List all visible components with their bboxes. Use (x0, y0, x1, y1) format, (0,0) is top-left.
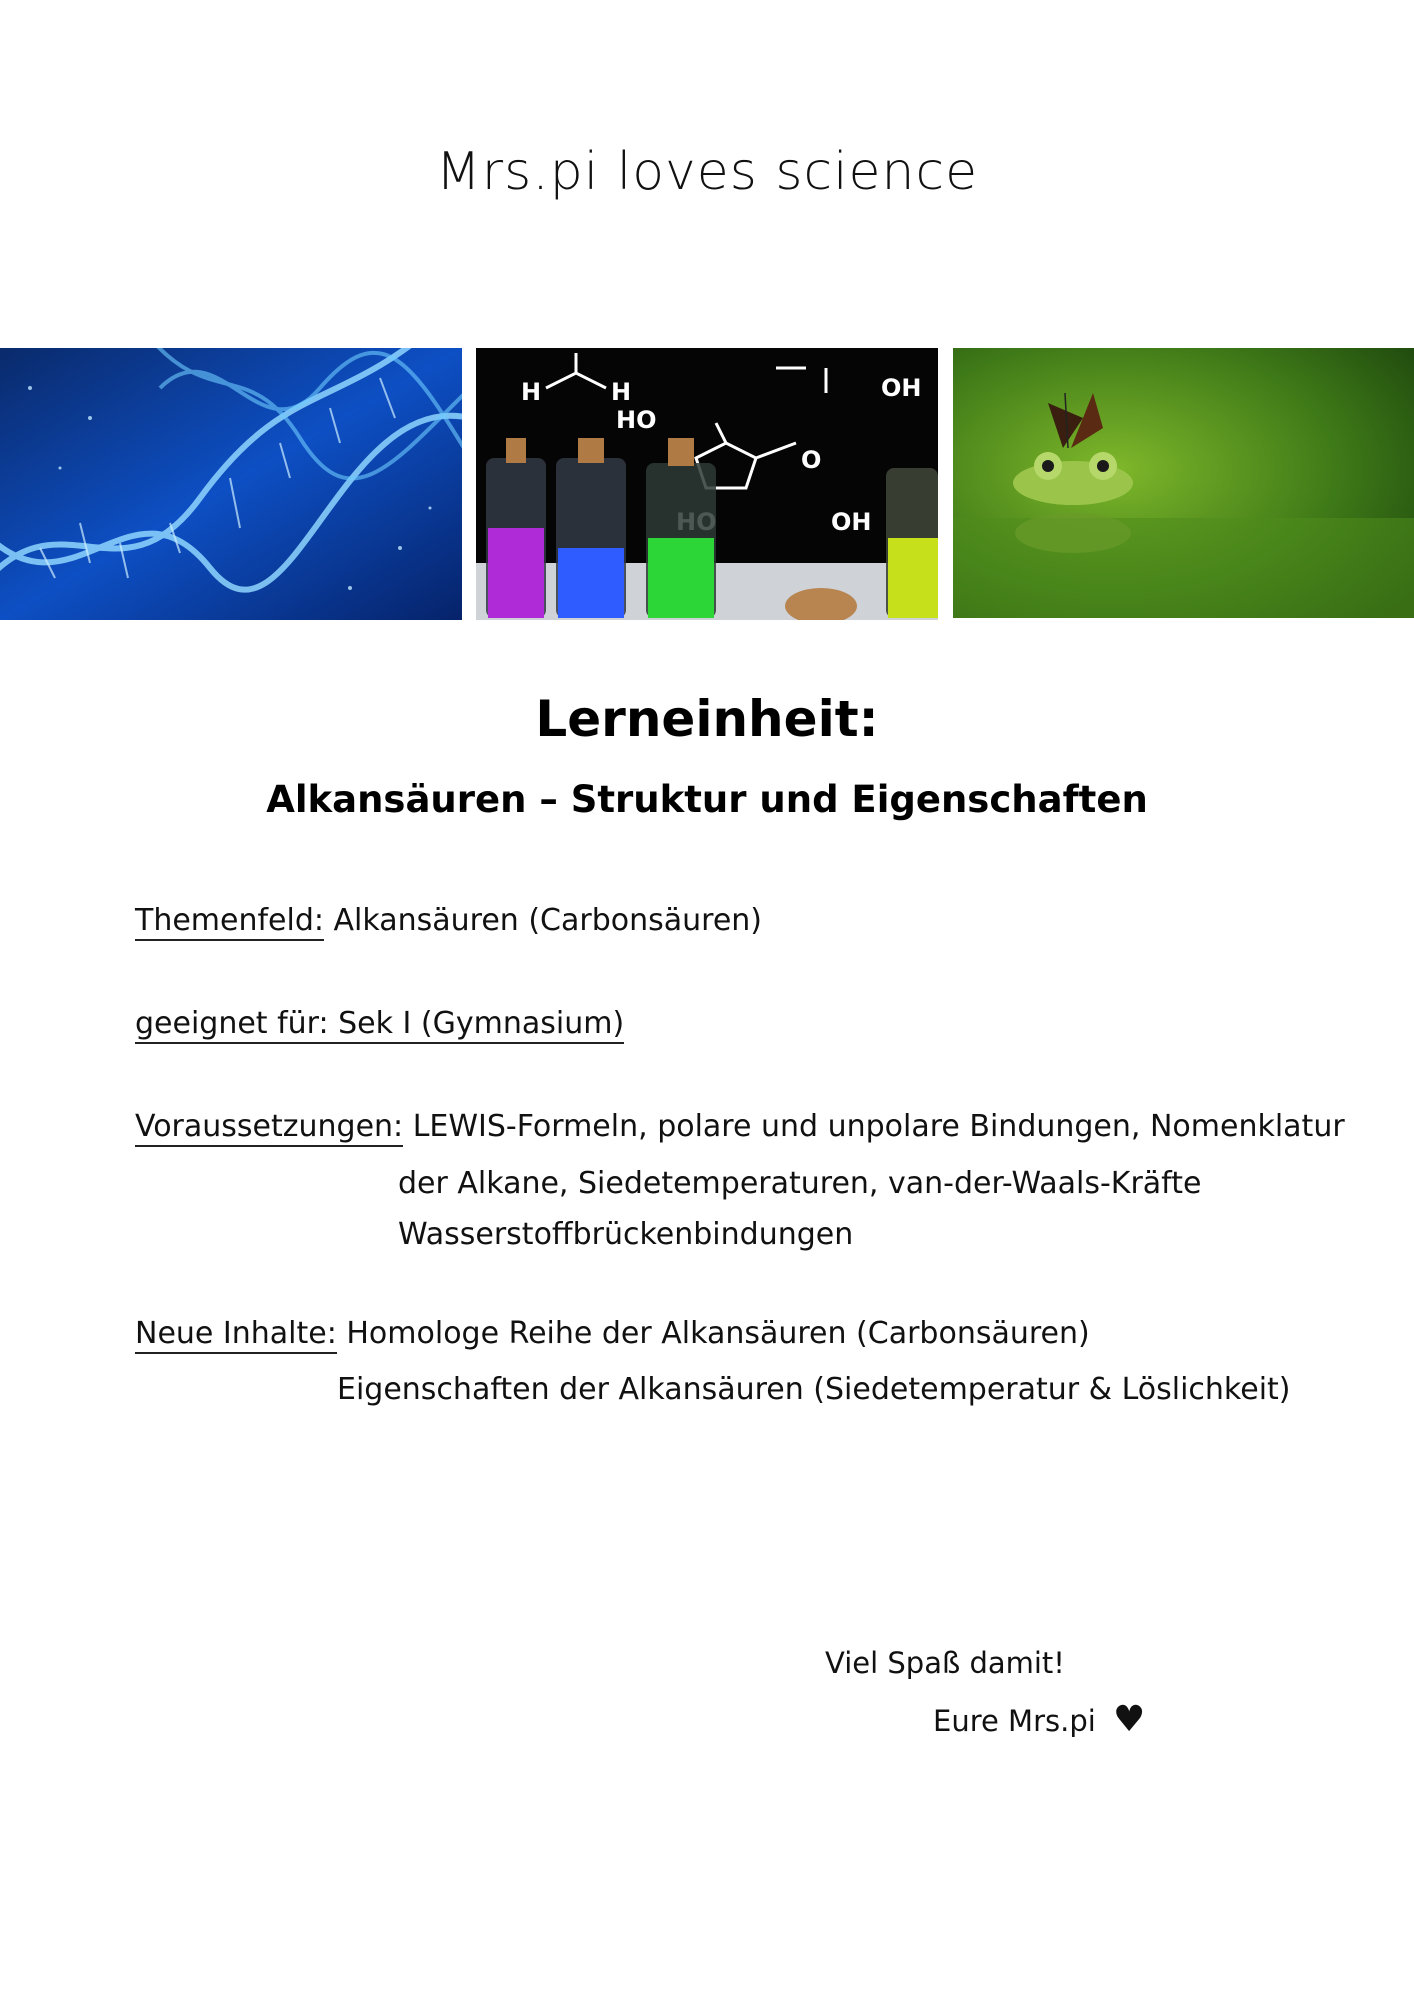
voraussetzungen-label: Voraussetzungen: (135, 1109, 403, 1147)
site-title: Mrs.pi loves science (435, 142, 979, 202)
signature-text: Eure Mrs.pi (933, 1704, 1096, 1738)
info-themenfeld (135, 895, 762, 947)
unit-subtitle: Alkansäuren – Struktur und Eigenschaften (266, 778, 1148, 821)
chemistry-bottles-image (476, 348, 938, 620)
neue-inhalte-label: Neue Inhalte: (135, 1316, 337, 1354)
info-neue-inhalte (135, 1308, 1090, 1360)
unit-title: Lerneinheit: (535, 690, 879, 748)
voraussetzungen-line-2: der Alkane, Siedetemperaturen, van-der-Waals-Kräfte (398, 1166, 1202, 1201)
geeignet-text: geeignet für: Sek I (Gymnasium) (135, 1006, 624, 1044)
svg-text:H: H (521, 378, 542, 406)
frog-butterfly-image (953, 348, 1414, 618)
info-voraussetzungen (135, 1101, 1345, 1153)
svg-text:O: O (801, 446, 822, 474)
closing-signature (933, 1699, 1145, 1740)
neue-inhalte-line-1: Homologe Reihe der Alkansäuren (Carbonsäuren) (336, 1316, 1090, 1351)
closing-greeting: Viel Spaß damit! (825, 1646, 1065, 1680)
themenfeld-label: Themenfeld: (135, 903, 324, 941)
dna-helix-image (0, 348, 462, 620)
image-banner (0, 348, 1414, 620)
svg-text:OH: OH (881, 374, 922, 402)
heart-icon: ♥ (1113, 1699, 1146, 1740)
info-geeignet (135, 998, 624, 1050)
svg-text:OH: OH (831, 508, 872, 536)
svg-text:H: H (611, 378, 632, 406)
neue-inhalte-line-2: Eigenschaften der Alkansäuren (Siedetemperatur & Löslichkeit) (337, 1372, 1291, 1407)
themenfeld-value: Alkansäuren (Carbonsäuren) (324, 903, 763, 938)
svg-text:HO: HO (616, 406, 657, 434)
voraussetzungen-line-3: Wasserstoffbrückenbindungen (398, 1217, 854, 1252)
voraussetzungen-line-1: LEWIS-Formeln, polare und unpolare Bindungen, Nomenklatur (403, 1109, 1345, 1144)
